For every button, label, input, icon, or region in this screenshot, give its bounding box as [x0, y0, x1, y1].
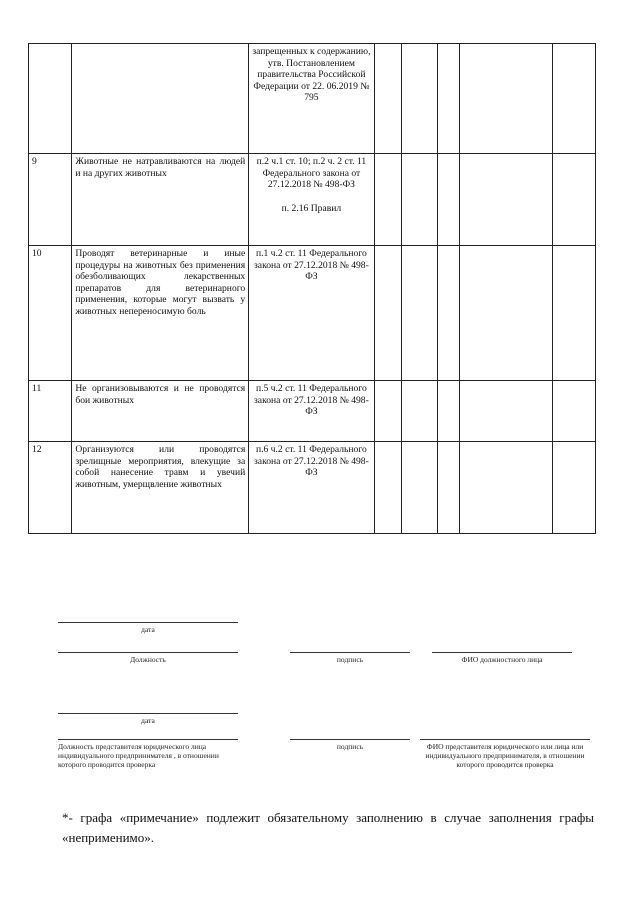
answer-cell — [460, 442, 553, 534]
note-cell — [552, 442, 595, 534]
note-cell — [552, 381, 595, 442]
representative-name-line — [420, 739, 590, 740]
table-row — [29, 381, 596, 442]
official-name-caption: ФИО должностного лица — [461, 655, 543, 664]
answer-cell — [437, 381, 459, 442]
answer-cell — [374, 246, 401, 381]
requirement-text: Проводят ветеринарные и иные процедуры на животных без применения обезболивающих лекарственных препаратов для ветеринарного применения, которые могут вызвать у животных непереносимую боль — [72, 246, 249, 381]
answer-cell — [374, 154, 401, 246]
requirement-text — [72, 44, 249, 154]
answer-cell — [460, 381, 553, 442]
answer-cell — [374, 44, 401, 154]
representative-position-caption: Должность представителя юридического лица индивидуального предпринимателя , в отношении которого проводится проверка — [58, 742, 219, 769]
legal-reference — [249, 154, 374, 246]
row-number: 11 — [29, 381, 72, 442]
table-row — [29, 44, 596, 154]
signature-caption: подпись — [336, 655, 364, 664]
checklist-table — [28, 43, 596, 534]
note-cell — [552, 154, 595, 246]
answer-cell — [460, 246, 553, 381]
answer-cell — [401, 381, 437, 442]
answer-cell — [401, 442, 437, 534]
requirement-text: Животные не натравливаются на людей и на других животных — [72, 154, 249, 246]
answer-cell — [460, 154, 553, 246]
representative-name-caption: ФИО представителя юридического или лица или индивидуального предпринимателя, в отношении которого проводится проверка — [425, 742, 585, 769]
date-line — [58, 713, 238, 714]
signature-line — [290, 652, 410, 653]
answer-cell — [437, 246, 459, 381]
row-number — [29, 44, 72, 154]
note-cell — [552, 246, 595, 381]
table-row — [29, 442, 596, 534]
legal-reference: запрещенных к содержанию, утв. Постановлением правительства Российской Федерации от 22. 06.2019 № 795 — [249, 44, 374, 154]
answer-cell — [437, 154, 459, 246]
official-name-line — [432, 652, 572, 653]
legal-reference-main: п.2 ч.1 ст. 10; п.2 ч. 2 ст. 11 Федерального закона от 27.12.2018 № 498-ФЗ — [256, 156, 367, 190]
legal-reference: п.1 ч.2 ст. 11 Федерального закона от 27.12.2018 № 498-ФЗ — [249, 246, 374, 381]
footnote: *- графа «примечание» подлежит обязательному заполнению в случае заполнения графы «неприменимо». — [62, 810, 594, 845]
legal-reference: п.6 ч.2 ст. 11 Федерального закона от 27.12.2018 № 498-ФЗ — [249, 442, 374, 534]
date-caption: дата — [141, 625, 155, 634]
answer-cell — [374, 442, 401, 534]
answer-cell — [374, 381, 401, 442]
legal-reference-extra: п. 2.16 Правил — [281, 202, 342, 214]
representative-position-line — [58, 739, 238, 740]
answer-cell — [437, 44, 459, 154]
date-caption: дата — [141, 716, 155, 725]
requirement-text: Организуются или проводятся зрелищные мероприятия, влекущие за собой нанесение травм и увечий животным, умерщвление животных — [72, 442, 249, 534]
row-number: 12 — [29, 442, 72, 534]
row-number: 9 — [29, 154, 72, 246]
legal-reference: п.5 ч.2 ст. 11 Федерального закона от 27.12.2018 № 498-ФЗ — [249, 381, 374, 442]
position-line — [58, 652, 238, 653]
signature-caption: подпись — [336, 742, 364, 751]
note-cell — [552, 44, 595, 154]
requirement-text: Не организовываются и не проводятся бои животных — [72, 381, 249, 442]
row-number: 10 — [29, 246, 72, 381]
answer-cell — [401, 44, 437, 154]
answer-cell — [401, 154, 437, 246]
table-row — [29, 246, 596, 381]
answer-cell — [437, 442, 459, 534]
answer-cell — [460, 44, 553, 154]
answer-cell — [401, 246, 437, 381]
signature-line — [290, 739, 410, 740]
position-caption: Должность — [130, 655, 166, 664]
table-row — [29, 154, 596, 246]
date-line — [58, 622, 238, 623]
